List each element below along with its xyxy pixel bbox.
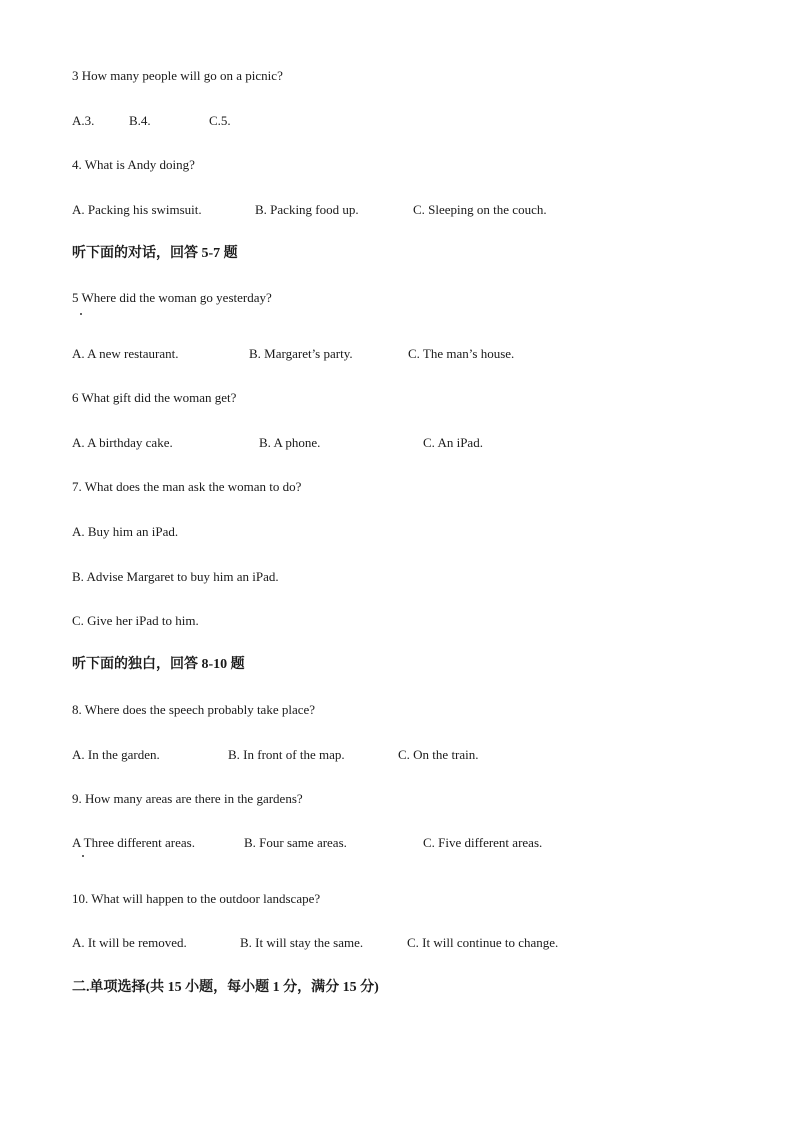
option-b: B.4. bbox=[129, 113, 151, 128]
option-b: B. Four same areas. bbox=[244, 835, 347, 850]
option-b: B. Margaret’s party. bbox=[249, 346, 353, 361]
option-b: B. A phone. bbox=[259, 435, 321, 450]
option-c: C. Five different areas. bbox=[423, 835, 543, 850]
option-a: A. A new restaurant. bbox=[72, 346, 179, 361]
stray-dot bbox=[82, 855, 84, 857]
option-c: C. An iPad. bbox=[423, 435, 483, 450]
option-a: A. It will be removed. bbox=[72, 935, 187, 950]
option-a: A.3. bbox=[72, 113, 95, 128]
section-heading-5-7: 听下面的对话，回答 5-7 题 bbox=[72, 246, 238, 261]
option-b: B. Advise Margaret to buy him an iPad. bbox=[72, 569, 279, 584]
option-c: C. The man’s house. bbox=[408, 346, 515, 361]
stray-dot bbox=[80, 313, 82, 315]
question-text: 7. What does the man ask the woman to do? bbox=[72, 479, 302, 494]
option-b: B. It will stay the same. bbox=[240, 935, 364, 950]
option-a: A. A birthday cake. bbox=[72, 435, 173, 450]
question-text: 4. What is Andy doing? bbox=[72, 157, 195, 172]
option-c: C.5. bbox=[209, 113, 231, 128]
option-c: C. On the train. bbox=[398, 747, 479, 762]
option-c: C. It will continue to change. bbox=[407, 935, 559, 950]
option-b: B. In front of the map. bbox=[228, 747, 345, 762]
question-text: 10. What will happen to the outdoor landscape? bbox=[72, 891, 321, 906]
section-heading-8-10: 听下面的独白，回答 8-10 题 bbox=[72, 657, 245, 672]
section-heading-2: 二.单项选择(共 15 小题，每小题 1 分，满分 15 分) bbox=[72, 980, 379, 995]
option-a: A. Buy him an iPad. bbox=[72, 524, 179, 539]
option-b: B. Packing food up. bbox=[255, 202, 359, 217]
option-a: A Three different areas. bbox=[72, 835, 195, 850]
question-text: 3 How many people will go on a picnic? bbox=[72, 68, 283, 83]
question-text: 6 What gift did the woman get? bbox=[72, 390, 237, 405]
option-a: A. Packing his swimsuit. bbox=[72, 202, 202, 217]
option-c: C. Sleeping on the couch. bbox=[413, 202, 547, 217]
question-text: 9. How many areas are there in the gardens? bbox=[72, 791, 303, 806]
option-a: A. In the garden. bbox=[72, 747, 160, 762]
question-text: 5 Where did the woman go yesterday? bbox=[72, 290, 272, 305]
question-text: 8. Where does the speech probably take place? bbox=[72, 702, 316, 717]
option-c: C. Give her iPad to him. bbox=[72, 613, 199, 628]
